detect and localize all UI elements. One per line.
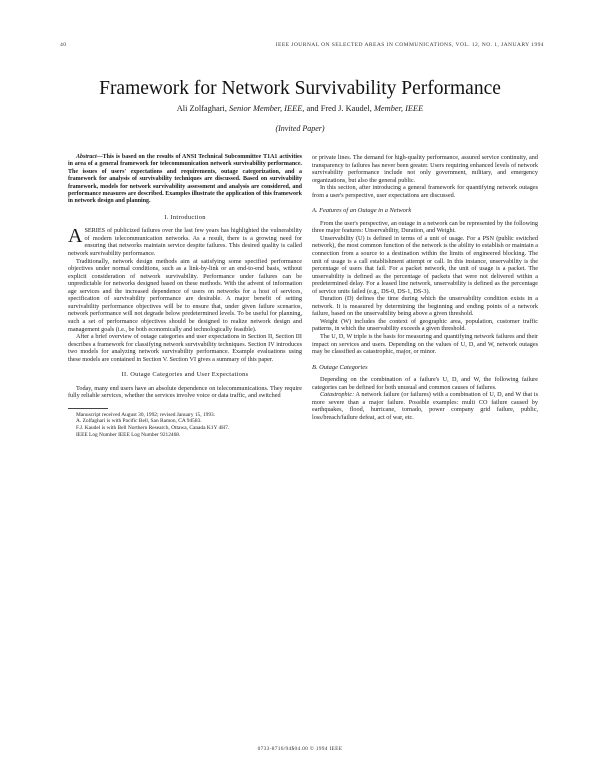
subsection-heading-b: B. Outage Categories <box>312 363 368 371</box>
author-1-role: Senior Member, IEEE, <box>229 104 305 113</box>
author-connector: and <box>306 104 319 113</box>
invited-paper-label: (Invited Paper) <box>275 124 325 133</box>
page-footer: 0733-8716/94$04.00 © 1994 IEEE <box>257 746 343 752</box>
right-paragraph-1: or private lines. The demand for high-quality performance, assured service continuity, and transparency to failures has never been greater. Users requiring enhanced levels of network survivability performance include not only government, military, and emergency organizations, but also the general public. <box>312 154 538 184</box>
author-line <box>0 104 600 113</box>
footnote-log-number: IEEE Log Number IEEE Log Number 9212468. <box>76 431 181 438</box>
intro-paragraph-1 <box>68 227 302 257</box>
section-heading-outage: II. Outage Categories and User Expectations <box>121 371 249 379</box>
right-paragraph-2: In this section, after introducing a general framework for quantifying network outages from a user's perspective, user expectations are discussed. <box>312 184 538 199</box>
abstract-label: Abstract— <box>76 154 103 160</box>
intro-paragraph-2: Traditionally, network design methods aim at satisfying some specified performance objectives under normal conditions, such as a link-by-link or an end-to-end basis, without explicit consideration of network survivability. Performance under failures can be unpredictable for networks designed based on these methods. With the advent of information age services and the increased dependence of users on networks for a host of services, specification of survivability performance are desirable. A major benefit of setting survivability performance objectives will be to ensure that, under given failure scenarios, network performance will not degrade below predetermined levels. To be useful for planning, such a set of performance objectives should be designed to realize network design and management goals (i.e., be both economically and technologically feasible). <box>68 257 302 333</box>
abstract-text: This is based on the results of ANSI Technical Subcommittee T1A1 activities in area of a general framework for telecommunication network survivability performance. The issues of users' expectations and requirements, outage categorization, and a framework for analysis of survivability techniques are discussed. Based on survivability framework, models for network survivability assessment and analysis are considered, and performance measures are described. Examples illustrate the application of this framework in network design and planning. <box>68 154 302 205</box>
footnote-author-1: A. Zolfaghari is with Pacific Bell, San Ramon, CA 94583. <box>76 418 202 425</box>
paper-title: Framework for Network Survivability Performance <box>99 78 501 99</box>
author-2-role: Member, IEEE <box>373 104 424 113</box>
intro-paragraph-3: After a brief overview of outage categories and user expectations in Section II, Section III describes a framework for classifying network survivability techniques. Section IV introduces two models for analyzing network survivability performance. Example evaluations using these models are contained in Section V. Section VI gives a summary of this paper. <box>68 333 302 363</box>
footnote-manuscript: Manuscript received August 30, 1992; revised January 15, 1993. <box>76 411 216 418</box>
footnote-author-2: F.J. Kaudel is with Bell Northern Research, Ottawa, Canada K1Y 4H7. <box>76 425 230 432</box>
running-header <box>60 40 544 52</box>
abstract <box>68 154 302 206</box>
subsection-b-paragraph-2 <box>312 391 538 421</box>
intro-paragraph-1-text: SERIES of publicized failures over the last few years has highlighted the vulnerability of modern telecommunication networks. As a result, there is a growing need for ensuring that networks maintain service despite failures. This desired quality is called network survivability performance. <box>68 227 302 258</box>
footnote-rule <box>68 408 108 409</box>
outage-paragraph-1: Today, many end users have an absolute dependence on telecommunications. They require fully reliable services, whether the services involve voice or data traffic, and switched <box>68 384 302 400</box>
section-heading-introduction: I. Introduction <box>164 213 206 221</box>
subsection-a-paragraph-3: Duration (D) defines the time during which the unservability condition exists in a network. It is measured by determining the beginning and ending points of a network failure, based on the unservability being above a given threshold. <box>312 295 538 318</box>
catastrophic-text: A network failure (or failures) with a combination of U, D, and W that is more severe than a major failure. Possible examples: multi CO failure caused by earthquakes, flood, hurricane, tornado, power company grid failure, public, loss/breach/failure defeat, act of war, etc. <box>312 391 538 421</box>
right-column <box>312 154 538 422</box>
subsection-a-paragraph-1: From the user's perspective, an outage in a network can be represented by the following three major features: Unservability, Duration, and Weight. <box>312 219 538 235</box>
subsection-a-paragraph-2: Unservability (U) is defined in terms of a unit of usage. For a PSN (public switched network), the most common function of the network is the ability to establish or maintain a connection from a source to a destination within the limits of engineered blocking. The unit of usage is a call establishment attempt or call. In this instance, unservability is the percentage of users that fail. For a packet network, the unit of usage is a packet. The unservability is defined as the percentage of packets that were not delivered within a predetermined delay. For a leased line network, unservability is defined as the percentage of service units failed (e.g., DS-0, DS-1, DS-3). <box>312 234 538 295</box>
subsection-a-paragraph-4: Weight (W) includes the context of geographic area, population, customer traffic patterns, in which the unservability exceeds a given threshold. <box>312 317 538 333</box>
subsection-b-paragraph-1: Depending on the combination of a failure's U, D, and W, the following failure categories can be defined for both unusual and common causes of failures. <box>312 376 538 391</box>
subsection-heading-a: A. Features of an Outage in a Network <box>312 207 412 215</box>
journal-name: IEEE JOURNAL ON SELECTED AREAS IN COMMUNICATIONS, VOL. 12, NO. 1, JANUARY 1994 <box>275 42 544 48</box>
left-column <box>68 154 302 438</box>
page-number: 40 <box>60 42 67 48</box>
author-2: Fred J. Kaudel, <box>320 104 372 113</box>
author-1: Ali Zolfaghari, <box>176 104 227 113</box>
subsection-a-paragraph-5: The U, D, W triple is the basis for measuring and quantifying network failures and their impact on services and users. Depending on the values of U, D, and W, network outages may be classified as catastrophic, major, or minor. <box>312 333 538 356</box>
drop-cap: A <box>68 225 83 248</box>
catastrophic-label: Catastrophic: <box>320 391 355 399</box>
